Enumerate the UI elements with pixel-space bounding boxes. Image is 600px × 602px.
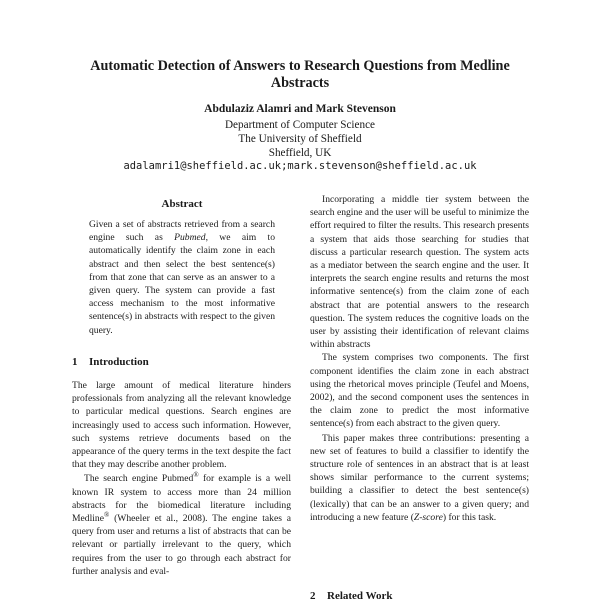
authors: Abdulaziz Alamri and Mark Stevenson: [204, 103, 396, 115]
right-paragraph-1: Incorporating a middle tier system between the search engine and the user will be useful to minimize the effort required to filter the results. This research presents a system that aids those searching for studies that discuss a particular research question. The system acts as a mediator between the search engine and the user. It interprets the search engine results and returns the most informative sentence(s) from the claim zone of each abstract that are potential answers to the research question. The system reduces the cognitive loads on the user by assisting their identification of relevant claims within abstracts: [310, 194, 529, 351]
author-emails: adalamri1@sheffield.ac.uk;mark.stevenson@sheffield.ac.uk: [123, 160, 477, 172]
abstract-text-a: Given a set of abstracts retrieved from a search engine such as: [89, 219, 275, 244]
right-paragraph-2: The system comprises two components. The first component identifies the claim zone in each abstract using the rhetorical moves principle (Teufel and Moens, 2002), and the second component uses the sentences in the claim zone to predict the most informative sentence(s) from each abstract to the given query.: [310, 352, 529, 430]
abstract-text: [89, 218, 275, 337]
affiliation-university: The University of Sheffield: [238, 133, 362, 145]
abstract-pubmed: Pubmed: [174, 232, 206, 244]
intro-paragraph-1: The large amount of medical literature hinders professionals from analyzing all the relevant knowledge to particular medical questions. Search engines are increasingly used to access such information. However, such systems retrieve documents based on the appearance of the query terms in the text despite the fact that they may describe another problem.: [72, 380, 291, 471]
abstract-text-b: , we aim to automatically identify the claim zone in each abstract and then select the best sentence(s) from that zone that can serve as an answer to a given query. The system can provide a fast access mechanism to the most informative sentence(s) in abstracts with respect to the given query.: [89, 232, 275, 336]
paper-title: Automatic Detection of Answers to Research Questions from Medline Abstracts: [90, 58, 510, 91]
introduction-body: [72, 379, 291, 578]
intro-paragraph-2: [72, 472, 291, 578]
registered-mark: ®: [193, 471, 199, 480]
section-number: 1: [72, 356, 78, 368]
intro-p2-b: for example is a well known IR system to access more than 24 million abstracts for the biomedical literature including Medline: [72, 473, 291, 525]
affiliation-department: Department of Computer Science: [224, 119, 376, 131]
affiliation-city: Sheffield, UK: [268, 147, 332, 159]
registered-mark: ®: [103, 510, 110, 519]
right-column-body: [310, 193, 529, 524]
abstract-heading: Abstract: [161, 198, 203, 210]
section-number: 2: [310, 590, 316, 602]
right-p3-b: ) for this task.: [442, 511, 497, 523]
intro-p2-c: (Wheeler et al., 2008). The engine takes a query from user and returns a list of abstracts that can be relevant or partially irrelevant to the query, which requires from the user to go through each abstract for further analysis and eval-: [72, 513, 291, 577]
section-related-work-heading: [310, 590, 393, 602]
section-introduction-heading: [72, 356, 149, 368]
right-paragraph-3: [310, 432, 529, 524]
right-p3-a: This paper makes three contributions: presenting a new set of features to build a classifier to identify the structure role of sentences in an abstract that is at least shows similar performance to the current systems; building a classifier to detect the best sentence(s) (lexically) that can be an answer to a given query; and introducing a new feature (: [310, 432, 529, 523]
zscore-term: Z-score: [413, 511, 443, 523]
section-title: Introduction: [89, 356, 149, 368]
intro-p2-a: The search engine Pubmed: [84, 473, 194, 485]
section-title: Related Work: [327, 590, 393, 602]
